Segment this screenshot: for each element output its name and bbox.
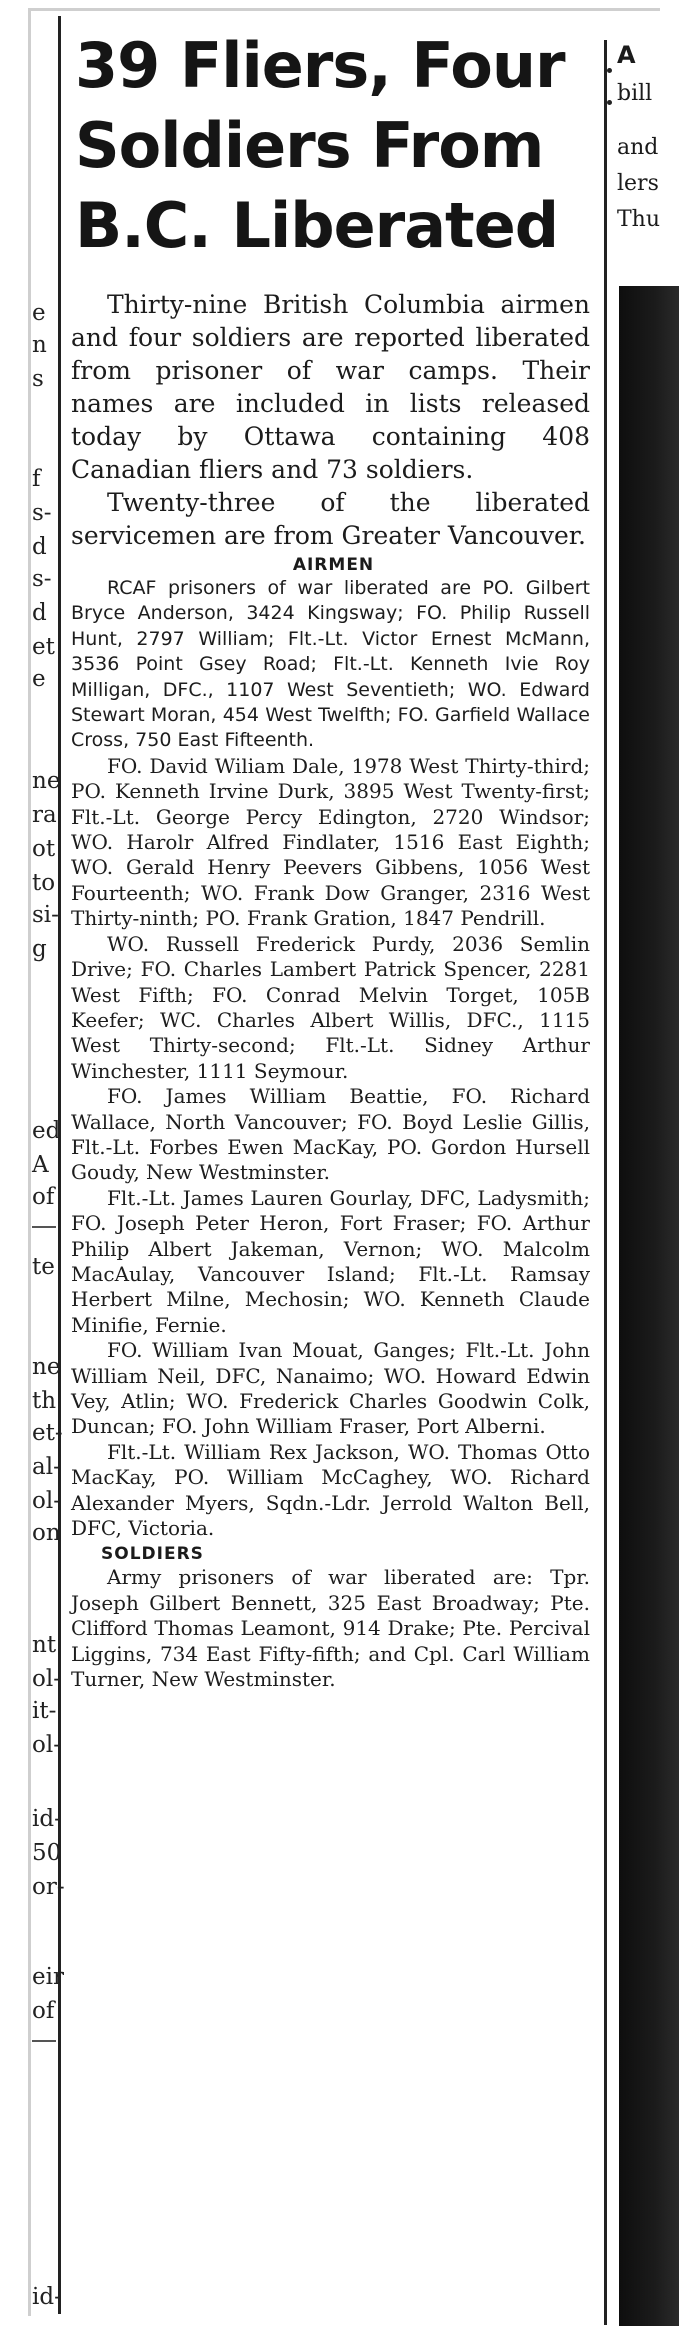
left-fragment: ol- [32,1732,61,1758]
section-heading-airmen: AIRMEN [292,555,375,575]
left-fragment: s- [32,500,52,526]
headline-line: Soldiers From [75,109,544,182]
airmen-paragraph: WO. Russell Frederick Purdy, 2036 Semlin Drive; FO. Charles Lambert Patrick Spencer, 2281 West Fifth; FO. Conrad Melvin Torget, 105B Keefer; WC. Charles Albert Willis, DFC., 1115 West Thirty-second; Flt.-Lt. Sidney Arthur Winchester, 1111 Seymour. [71,931,590,1083]
left-fragment-rule [32,2040,56,2042]
page-border-top [28,8,660,11]
left-fragment: g [32,936,47,962]
left-fragment: of [32,1184,55,1210]
left-fragment: id- [32,2284,62,2310]
left-fragment: th [32,1388,57,1414]
airmen-paragraph: FO. James William Beattie, FO. Richard Wallace, North Vancouver; FO. Boyd Leslie Gillis, Flt.-Lt. Forbes Ewen MacKay, PO. Gordon Hursell Goudy, New Westminster. [71,1084,590,1185]
column-dot [607,100,612,105]
left-fragment: nt [32,1632,57,1658]
left-fragment: of [32,1998,55,2024]
article-column [58,16,596,2314]
headline-line: 39 Fliers, Four [75,29,565,102]
right-column-heading: A [617,41,636,69]
lede-paragraph: Twenty-three of the liberated servicemen are from Greater Vancouver. [71,488,590,550]
left-fragment: ra [32,802,57,828]
left-fragment: si- [32,902,59,928]
left-column-fragments [30,0,65,2325]
airmen-paragraph: FO. William Ivan Mouat, Ganges; Flt.-Lt. John William Neil, DFC, Nanaimo; WO. Howard Edwin Vey, Atlin; WO. Frederick Charles Goodwin Colk, Duncan; FO. John William Fraser, Port Alberni. [71,1338,590,1439]
left-fragment: on [32,1520,61,1546]
left-fragment: to [32,870,56,896]
left-fragment: e [32,300,46,326]
left-fragment: id- [32,1806,62,1832]
section-heading-soldiers: SOLDIERS [101,1544,204,1565]
left-fragment: te [32,1254,55,1280]
left-fragment: e [32,666,46,692]
left-fragment: f [32,466,41,492]
left-fragment: ot [32,836,56,862]
airmen-paragraph: RCAF prisoners of war liberated are PO. Gilbert Bryce Anderson, 3424 Kingsway; FO. Philip Russell Hunt, 2797 William; Flt.-Lt. Victor Ernest McMann, 3536 Point Gsey Road; Flt.-Lt. Kenneth Ivie Roy Milligan, DFC., 1107 West Seventieth; WO. Edward Stewart Moran, 454 West Twelfth; FO. Garfield Wallace Cross, 750 East Fifteenth. [71,577,590,752]
left-fragment: d [32,534,47,560]
lede-paragraph: Thirty-nine British Columbia airmen and four soldiers are reported liberated from prisoner of war camps. Their names are included in lists released today by Ottawa containing 408 Canadian fliers and 73 soldiers. [71,290,590,484]
right-fragment: bill [617,81,653,106]
right-column-fragments [604,40,671,2325]
left-fragment: al- [32,1454,61,1480]
airmen-paragraph: Flt.-Lt. James Lauren Gourlay, DFC, Ladysmith; FO. Joseph Peter Heron, Fort Fraser; FO. Arthur Philip Albert Jakeman, Vernon; WO. Malcolm MacAulay, Vancouver Island; Flt.-Lt. Ramsay Herbert Milne, Mechosin; WO. Kenneth Claude Minifie, Fernie. [71,1185,590,1337]
airmen-paragraph: FO. David Wiliam Dale, 1978 West Thirty-third; PO. Kenneth Irvine Durk, 3895 West Twenty-first; Flt.-Lt. George Percy Edington, 2720 Windsor; WO. Harolr Alfred Findlater, 1516 East Eighth; WO. Gerald Henry Peevers Gibbens, 1056 West Fourteenth; WO. Frank Dow Granger, 2316 West Thirty-ninth; PO. Frank Gration, 1847 Pendrill. [71,753,590,931]
airmen-paragraph: Flt.-Lt. William Rex Jackson, WO. Thomas Otto MacKay, PO. William McCaghey, WO. Richard Alexander Myers, Sqdn.-Ldr. Jerrold Walton Bell, DFC, Victoria. [71,1439,590,1541]
left-fragment: s- [32,566,52,592]
column-dot [607,68,612,73]
right-fragment: lers [617,171,659,196]
left-fragment: ne [32,768,61,794]
right-fragment: and [617,135,659,160]
left-fragment: ed [32,1118,61,1144]
left-fragment: et [32,634,55,660]
left-fragment: eir [32,1964,64,1990]
left-fragment: s [32,366,44,392]
soldiers-paragraph: Army prisoners of war liberated are: Tpr. Joseph Gilbert Bennett, 325 East Broadway; Pte. Clifford Thomas Leamont, 914 Drake; Pte. Percival Liggins, 734 East Fifty-fifth; and Cpl. Carl William Turner, New Westminster. [71,1565,590,1692]
left-fragment: et- [32,1420,63,1446]
right-fragment: Thu [617,207,661,232]
left-fragment: 50 [32,1840,62,1866]
left-fragment-rule [32,1226,56,1228]
left-fragment: or- [32,1874,65,1900]
left-fragment: A [32,1152,49,1178]
article-headline [75,26,596,266]
left-fragment: d [32,600,47,626]
left-fragment: it- [32,1698,57,1724]
headline-line: B.C. Liberated [75,189,559,262]
left-fragment: ol- [32,1488,61,1514]
dark-photo-region [619,286,679,2326]
left-fragment: ne [32,1354,61,1380]
left-fragment: ol- [32,1666,61,1692]
left-fragment: n [32,332,47,358]
